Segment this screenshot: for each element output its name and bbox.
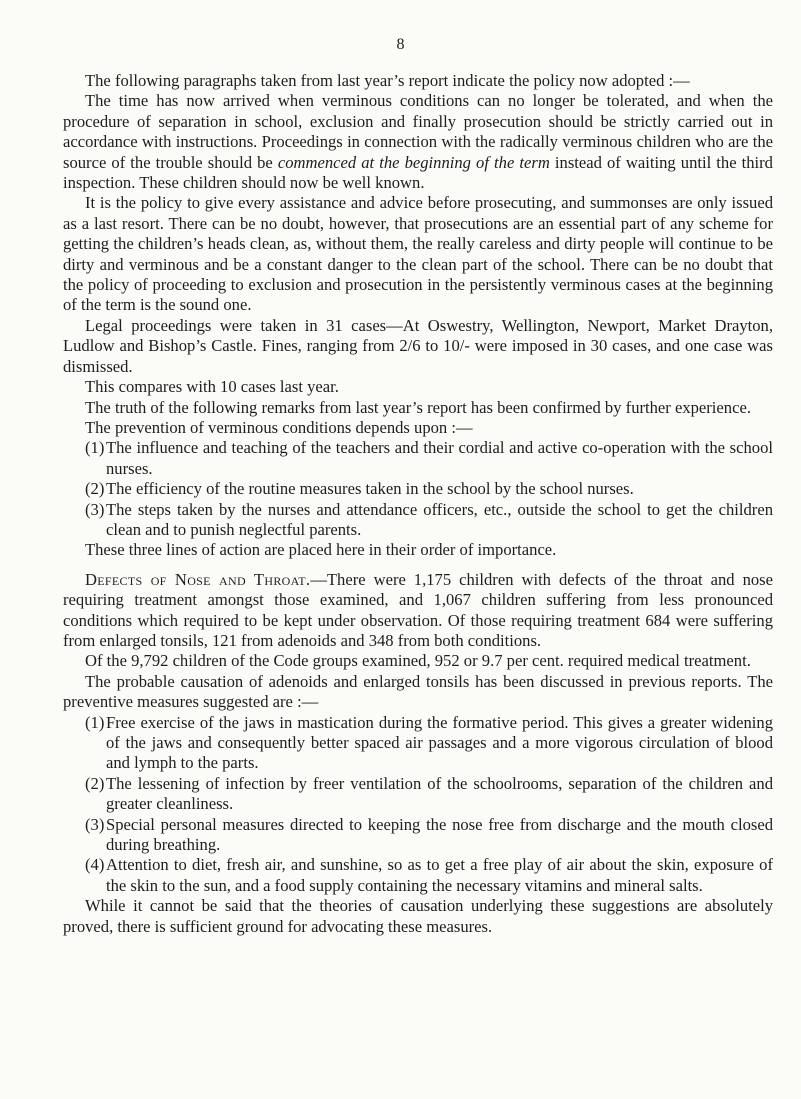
prevention-paragraph: The prevention of verminous conditions depends upon :—: [85, 417, 473, 437]
code-groups-paragraph: Of the 9,792 children of the Code groups examined, 952 or 9.7 per cent. required medical treatment.: [85, 651, 751, 671]
list-item: (3) The steps taken by the nurses and attendance officers, etc., outside the school to get the children clean and to punish neglectful parents.: [85, 499, 773, 539]
intro-paragraph: The following paragraphs taken from last year’s report indicate the policy now adopted :—: [85, 71, 690, 90]
legal-proceedings-paragraph: Legal proceedings were taken in 31 cases—At Oswestry, Wellington, Newport, Market Drayton, Ludlow and Bishop’s Castle. Fines, ranging from 2/6 to 10/- were imposed in 30 cases, and one case was dismissed.: [63, 315, 773, 376]
nose-throat-text: —There were 1,175 children with defects of the throat and nose requiring treatment amongst those examined, and 1,067 children suffering from less pronounced conditions which required to be kept under observation. Of those requiring treatment 684 were suffering from enlarged tonsils, 121 from adenoids and 348 from both conditions.: [63, 569, 774, 650]
policy-paragraph: [63, 91, 773, 193]
prevention-list: [63, 438, 773, 540]
list-item: (4) Attention to diet, fresh air, and sunshine, so as to get a free play of air about the skin, exposure of the skin to the sun, and a food supply containing the necessary vitamins and mineral salts.: [85, 855, 773, 895]
prosecution-paragraph: It is the policy to give every assistance and advice before prosecuting, and summonses are only issued as a last resort. There can be no doubt, however, that prosecutions are an essential part of any scheme for getting the children’s heads clean, as, without them, the really careless and dirty people will continue to be dirty and verminous and be a constant danger to the clean part of the school. There can be no doubt that the policy of proceeding to exclusion and prosecution in the persistently verminous cases at the beginning of the term is the sound one.: [63, 193, 773, 315]
list-item: (3) Special personal measures directed to keeping the nose free from discharge and the mouth closed during breathing.: [85, 814, 773, 855]
causation-paragraph: The probable causation of adenoids and enlarged tonsils has been discussed in previous reports. The preventive measures suggested are :—: [63, 671, 773, 712]
section-heading: Defects of Nose and Throat.: [85, 569, 311, 589]
list-item: (2) The efficiency of the routine measures taken in the school by the school nurses.: [85, 479, 634, 499]
conclusion-paragraph: While it cannot be said that the theories of causation underlying these suggestions are absolutely proved, there is sufficient ground for advocating these measures.: [63, 896, 773, 936]
list-item: (1) The influence and teaching of the teachers and their cordial and active co-operation with the school nurses.: [85, 438, 773, 478]
list-item: (2) The lessening of infection by freer ventilation of the schoolrooms, separation of the children and greater cleanliness.: [85, 773, 773, 814]
list-item: (1) Free exercise of the jaws in mastication during the formative period. This gives a greater widening of the jaws and consequently better spaced air passages and a more vigorous circulation of blood and lymph to the parts.: [85, 712, 773, 773]
page-number: 8: [396, 36, 405, 53]
comparison-paragraph: This compares with 10 cases last year.: [85, 377, 339, 397]
policy-text-end: instead of waiting until the third inspection. These children should now be well known.: [63, 152, 773, 193]
order-paragraph: These three lines of action are placed here in their order of importance.: [85, 540, 557, 560]
policy-text-start: The time has now arrived when verminous conditions can no longer be tolerated, and when the procedure of separation in school, exclusion and finally prosecution should be strictly carried out in accordance with instructions. Proceedings in connection with the radically verminous children who are the source of the trouble should be: [63, 91, 773, 172]
preventive-measures-list: [63, 713, 773, 897]
truth-paragraph: The truth of the following remarks from last year’s report has been confirmed by further experience.: [85, 397, 751, 417]
document-body: [63, 71, 773, 937]
nose-throat-paragraph: [63, 570, 773, 652]
policy-emphasis: commenced at the beginning of the term: [277, 152, 550, 172]
